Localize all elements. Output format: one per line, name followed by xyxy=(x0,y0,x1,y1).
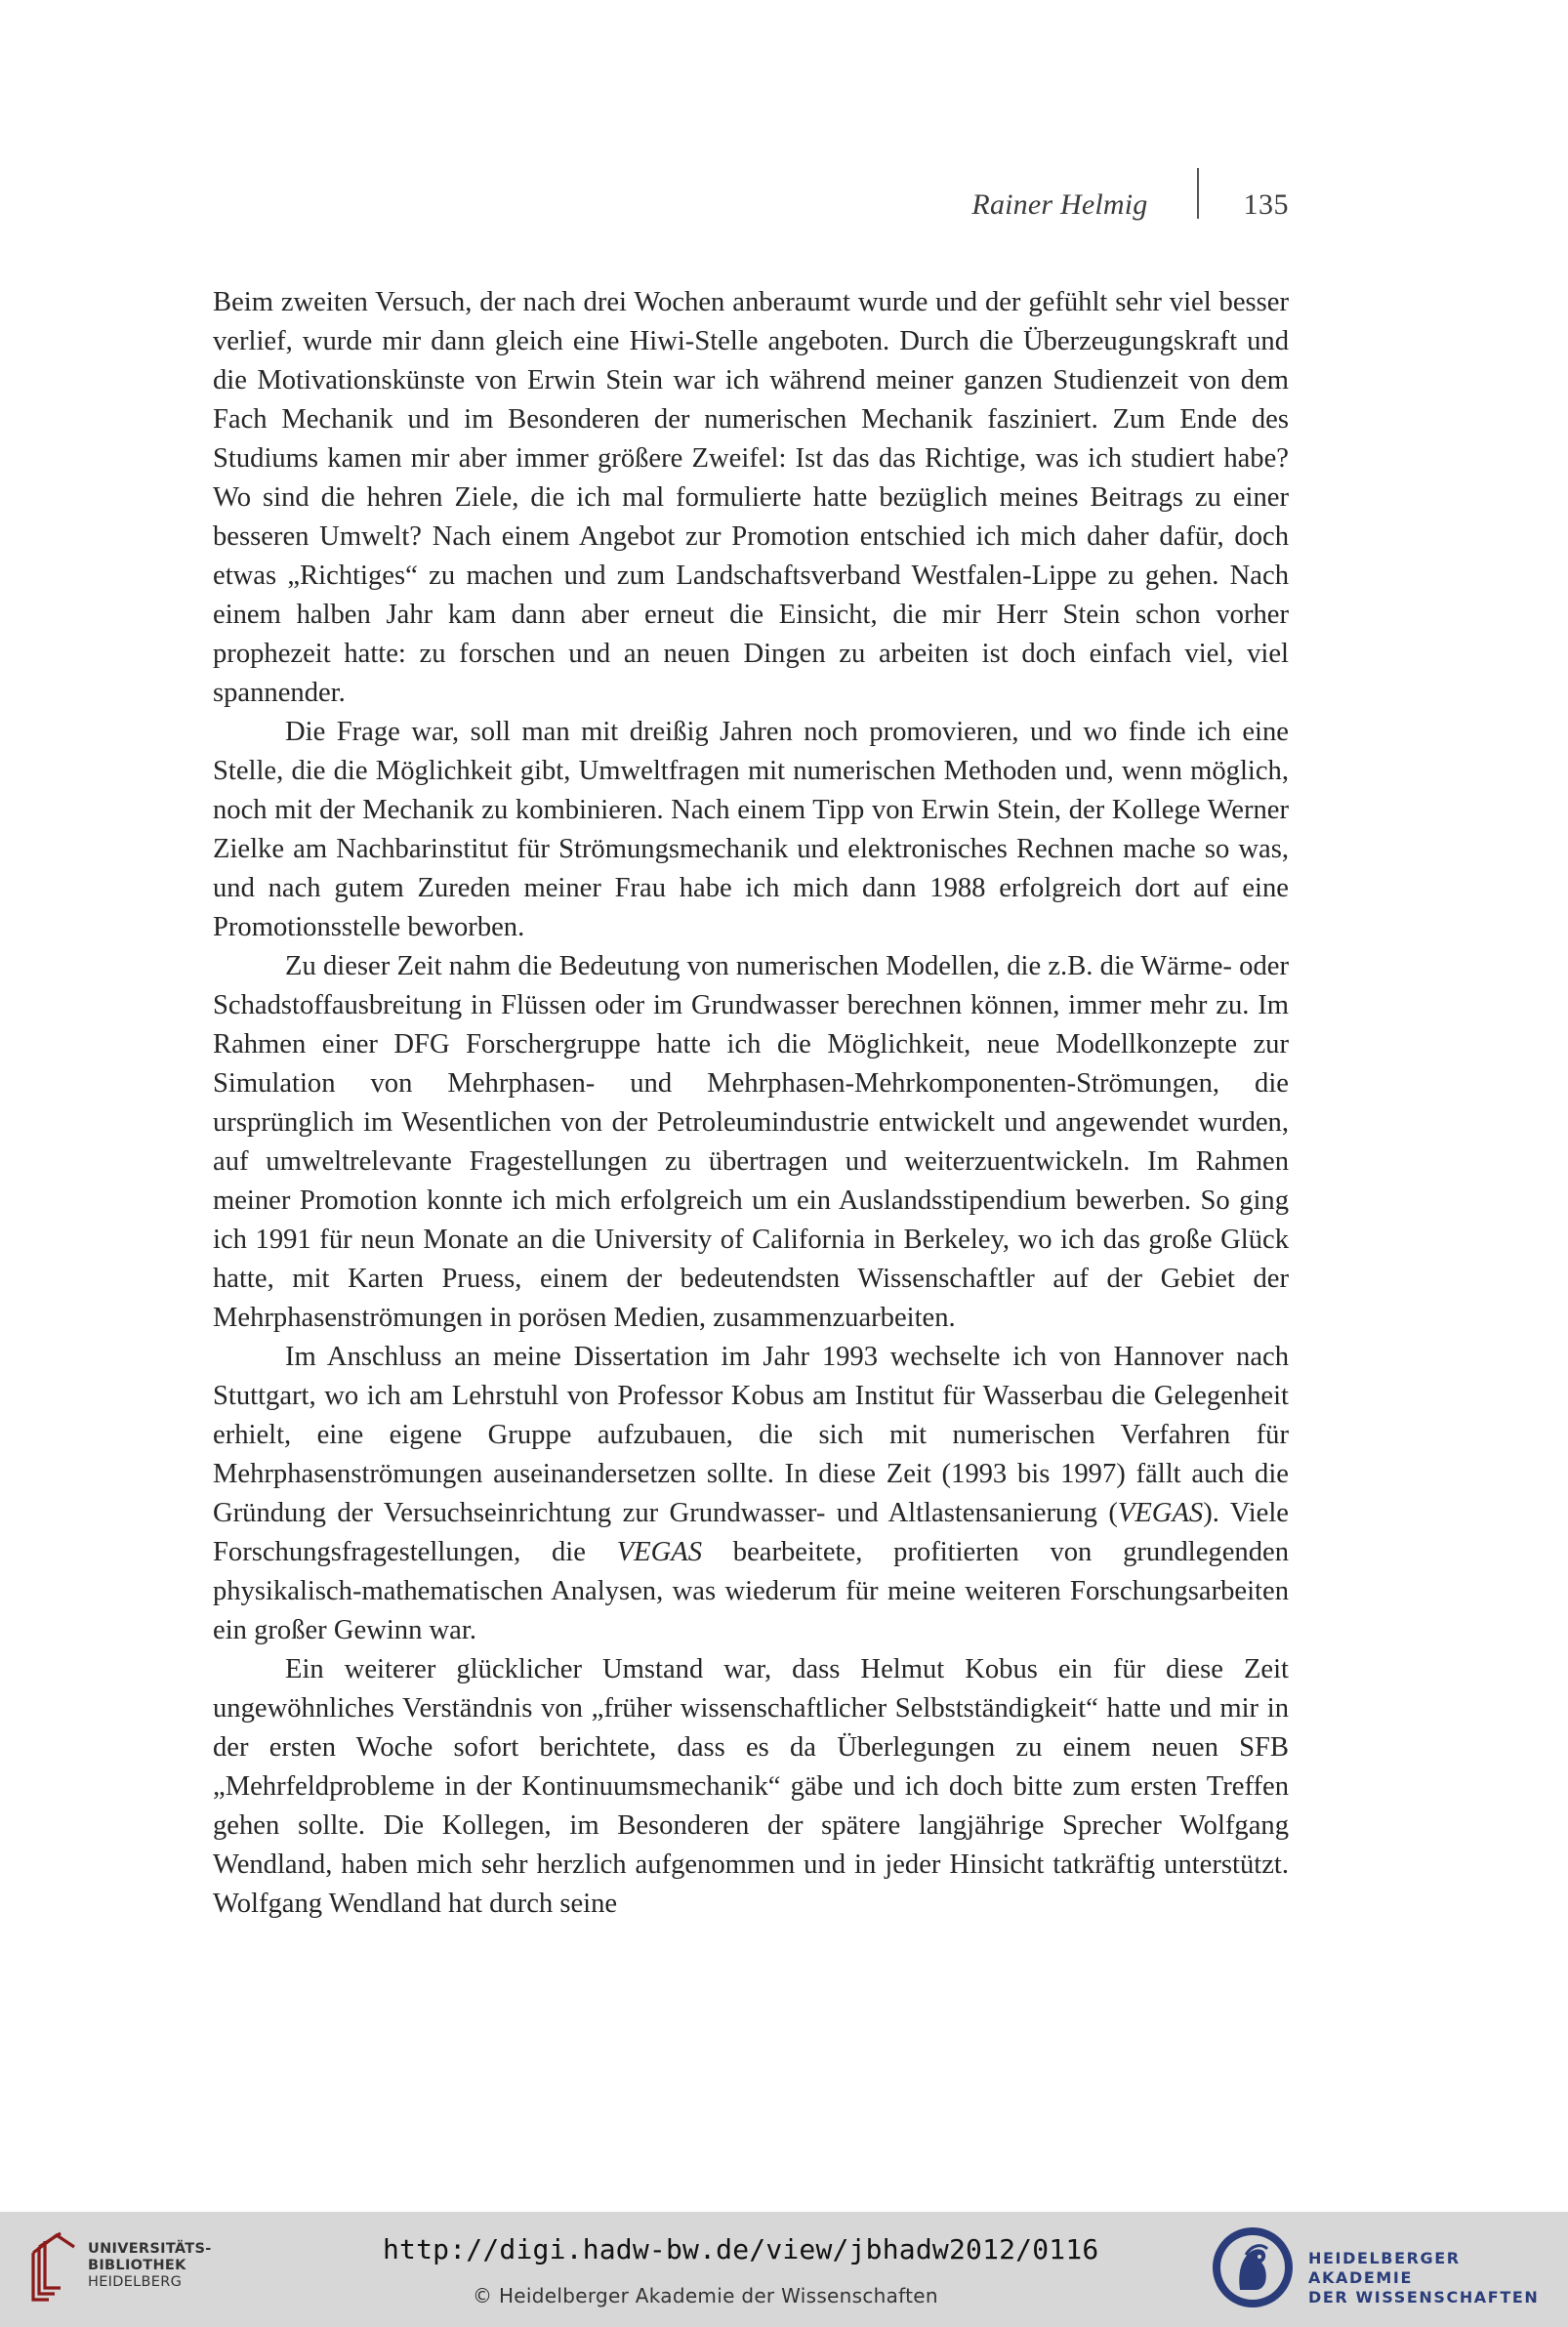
academy-line-2: DER WISSENSCHAFTEN xyxy=(1308,2288,1540,2306)
academy-seal-icon xyxy=(1211,2225,1295,2309)
running-head xyxy=(971,184,1289,227)
academy-name xyxy=(1308,2249,1568,2307)
paragraph-4-part-3: ). Viele Forschungsfragestellungen, die xyxy=(213,1498,1289,1567)
university-library-logo-icon xyxy=(27,2231,78,2304)
paragraph-2: Die Frage war, soll man mit dreißig Jahren noch promovieren, und wo finde ich eine Stelle, die die Möglichkeit gibt, Umweltfragen mit numerischen Methoden und, wenn möglich, noch mit der Mechanik zu kombinieren. Nach einem Tipp von Erwin Stein, der Kollege Werner Zielke am Nachbarinstitut für Strömungsmechanik und elektronisches Rechnen mache so was, und nach gutem Zureden meiner Frau habe ich mich dann 1988 erfolgreich dort auf eine Promotionsstelle beworben. xyxy=(213,717,1289,942)
library-line-3: HEIDELBERG xyxy=(88,2274,183,2290)
paragraph-4-part-5: bearbeitete, profitierten von grundlegenden physikalisch-mathematischen Analysen, was wiederum für meine weiteren Forschungsarbeiten ein großer Gewinn war. xyxy=(213,1537,1289,1645)
body-text xyxy=(213,283,1289,1924)
copyright-notice: © Heidelberger Akademie der Wissenschaften xyxy=(473,2284,938,2307)
paragraph-3: Zu dieser Zeit nahm die Bedeutung von numerischen Modellen, die z.B. die Wärme- oder Schadstoffausbreitung in Flüssen oder im Grundwasser berechnen können, immer mehr zu. Im Rahmen einer DFG Forschergruppe hatte ich die Möglichkeit, neue Modellkonzepte zur Simulation von Mehrphasen- und Mehrphasen-Mehrkomponenten-Strömungen, die ursprünglich im Wesentlichen von der Petroleumindustrie entwickelt und angewendet wurden, auf umweltrelevante Fragestellungen zu übertragen und weiterzuentwickeln. Im Rahmen meiner Promotion konnte ich mich erfolgreich um ein Auslandsstipendium bewerben. So ging ich 1991 für neun Monate an die University of California in Berkeley, wo ich das große Glück hatte, mit Karten Pruess, einem der bedeutendsten Wissenschaftler auf der Gebiet der Mehrphasenströmungen in porösen Medien, zusammenzuarbeiten. xyxy=(213,951,1289,1333)
vegas-italic-2: VEGAS xyxy=(616,1537,703,1567)
library-line-1: UNIVERSITÄTS- xyxy=(88,2241,212,2257)
vegas-italic-1: VEGAS xyxy=(1117,1498,1204,1528)
page-number: 135 xyxy=(1243,188,1289,221)
university-library-name xyxy=(88,2241,212,2291)
source-url-link[interactable]: http://digi.hadw-bw.de/view/jbhadw2012/0116 xyxy=(383,2233,1099,2265)
footer-bar xyxy=(0,2212,1568,2327)
paragraph-5: Ein weiterer glücklicher Umstand war, dass Helmut Kobus ein für diese Zeit ungewöhnliches Verständnis von „früher wissenschaftlicher Selbstständigkeit“ hatte und mir in der ersten Woche sofort berichtete, dass es da Überlegungen zu einem neuen SFB „Mehrfeldprobleme in der Kontinuumsmechanik“ gäbe und ich doch bitte zum ersten Treffen gehen sollte. Die Kollegen, im Besonderen der spätere langjährige Sprecher Wolfgang Wendland, haben mich sehr herzlich aufgenommen und in jeder Hinsicht tatkräftig unterstützt. Wolfgang Wendland hat durch seine xyxy=(213,1654,1289,1919)
paragraph-4-part-1: Im Anschluss an meine Dissertation im Jahr 1993 wechselte ich von Hannover nach Stuttgart, wo ich am Lehrstuhl von Professor Kobus am Institut für Wasserbau die Gelegenheit erhielt, eine eigene Gruppe aufzubauen, die sich mit numerischen Verfahren für Mehrphasenströmungen auseinandersetzen sollte. In diese Zeit (1993 bis 1997) fällt auch die Gründung der Versuchseinrichtung zur Grundwasser- und Altlastensanierung ( xyxy=(213,1342,1289,1528)
paragraph-1: Beim zweiten Versuch, der nach drei Wochen anberaumt wurde und der gefühlt sehr viel besser verlief, wurde mir dann gleich eine Hiwi-Stelle angeboten. Durch die Überzeugungskraft und die Motivationskünste von Erwin Stein war ich während meiner ganzen Studienzeit von dem Fach Mechanik und im Besonderen der numerischen Mechanik fasziniert. Zum Ende des Studiums kamen mir aber immer größere Zweifel: Ist das das Richtige, was ich studiert habe? Wo sind die hehren Ziele, die ich mal formulierte hatte bezüglich meines Beitrags zu einer besseren Umwelt? Nach einem Angebot zur Promotion entschied ich mich daher dafür, doch etwas „Richtiges“ zu machen und zum Landschaftsverband Westfalen-Lippe zu gehen. Nach einem halben Jahr kam dann aber erneut die Einsicht, die mir Herr Stein schon vorher prophezeit hatte: zu forschen und an neuen Dingen zu arbeiten ist doch einfach viel, viel spannender. xyxy=(213,287,1289,708)
library-line-2: BIBLIOTHEK xyxy=(88,2258,186,2273)
running-head-author: Rainer Helmig xyxy=(971,188,1148,221)
running-head-divider xyxy=(1197,168,1199,219)
paragraph-4 xyxy=(213,1338,1289,1650)
academy-line-1: HEIDELBERGER AKADEMIE xyxy=(1308,2249,1461,2287)
